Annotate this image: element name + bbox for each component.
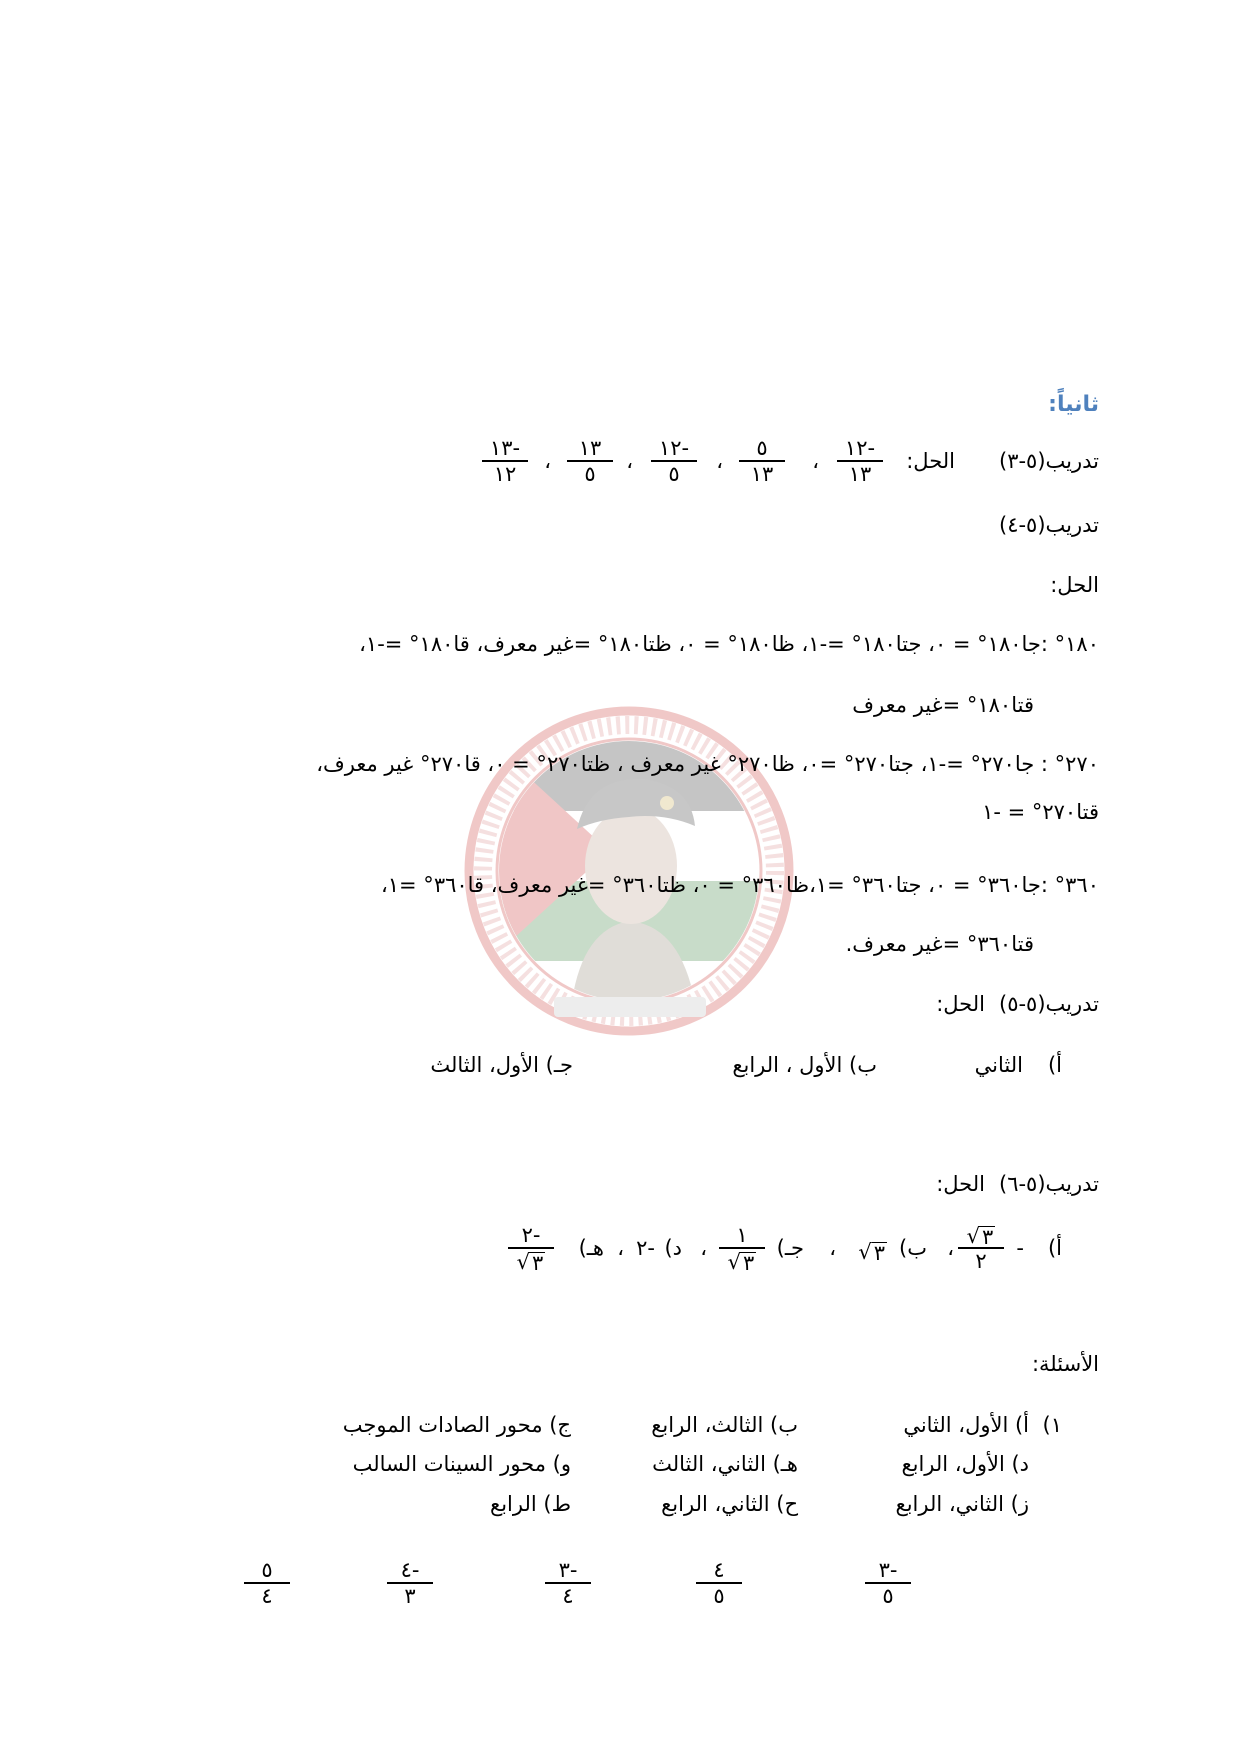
exercise-5-6-solution-label: الحل:: [936, 1172, 985, 1196]
fraction: [482, 436, 528, 486]
fraction-denominator: ٤: [562, 1584, 574, 1608]
fraction: [739, 436, 785, 486]
fraction-numerator: ١٣: [567, 436, 613, 462]
fraction: [958, 1223, 1004, 1273]
question-option: د) الأول، الرابع: [901, 1452, 1029, 1476]
minus-sign: -: [1016, 1236, 1024, 1260]
solution-line-360-csc: قتا٣٦٠° =غير معرف.: [845, 932, 1034, 956]
fraction-denominator: ١٢: [493, 462, 517, 486]
fraction-numerator: ١: [719, 1223, 765, 1249]
radical-sign: √: [966, 1224, 981, 1248]
radicand: ٣: [873, 1241, 885, 1265]
question-option: و) محور السينات السالب: [352, 1452, 571, 1476]
question-option: هـ) الثاني، الثالث: [652, 1452, 798, 1476]
separator: ،: [544, 449, 551, 473]
question-option: ح) الثاني، الرابع: [661, 1492, 798, 1516]
fraction-denominator: [719, 1249, 765, 1273]
answer-key: ب): [849, 1053, 877, 1077]
radicand: ٣: [743, 1251, 755, 1275]
fraction-denominator: ٤: [261, 1584, 273, 1608]
fraction-denominator: ٥: [584, 462, 596, 486]
exercise-5-5-heading: [936, 989, 1099, 1019]
fraction-numerator: ٤: [696, 1558, 742, 1584]
fraction: [545, 1558, 591, 1608]
exercise-5-3-solution-label: الحل:: [906, 449, 955, 473]
radical-sign: √: [858, 1240, 872, 1264]
answer-item: [430, 1050, 573, 1080]
fraction-numerator: -١٣: [482, 436, 528, 462]
solution-line-180: ١٨٠° :جا١٨٠° = ٠، جتا١٨٠° =-١، ظا١٨٠° = ٠، ظتا١٨٠° =غير معرف، قا١٨٠° =-١،: [359, 632, 1099, 656]
question-option: أ) الأول، الثاني: [903, 1413, 1029, 1437]
answer-key: جـ): [776, 1236, 804, 1260]
answer-key: هـ): [578, 1236, 604, 1260]
question-option: ج) محور الصادات الموجب: [342, 1413, 571, 1437]
answer-key: أ): [1047, 1236, 1062, 1260]
separator: ،: [829, 1236, 836, 1260]
square-root: [858, 1241, 887, 1263]
fraction-numerator: ٥: [244, 1558, 290, 1584]
fraction-numerator: -٤: [387, 1558, 433, 1584]
radical-sign: √: [727, 1250, 742, 1274]
fraction-denominator: ٥: [713, 1584, 725, 1608]
fraction: [865, 1558, 911, 1608]
fraction: [508, 1223, 554, 1273]
separator: ،: [947, 1236, 954, 1260]
radicand: ٣: [532, 1251, 544, 1275]
separator: ،: [700, 1236, 707, 1260]
answer-item: [732, 1050, 877, 1080]
fraction-numerator: -١٢: [837, 436, 883, 462]
answer-key: جـ): [545, 1053, 573, 1077]
answer-text: الثاني: [974, 1053, 1023, 1077]
answer-key: أ): [1047, 1053, 1062, 1077]
separator: ،: [617, 1236, 624, 1260]
fraction-denominator: ٣: [404, 1584, 416, 1608]
solution-line-270-csc: قتا٢٧٠° = -١: [982, 800, 1099, 824]
fraction-denominator: ٥: [668, 462, 680, 486]
separator: ،: [812, 449, 819, 473]
fraction: [837, 436, 883, 486]
watermark-portrait: [569, 779, 699, 1031]
fraction-numerator: [958, 1223, 1004, 1249]
question-option: ز) الثاني، الرابع: [895, 1492, 1029, 1516]
separator: ،: [716, 449, 723, 473]
answer-value: [858, 1233, 887, 1263]
fraction: [244, 1558, 290, 1608]
fraction: [651, 436, 697, 486]
exercise-5-6-heading: [936, 1169, 1099, 1199]
answer-value: -٢: [636, 1236, 655, 1260]
fraction: [387, 1558, 433, 1608]
fraction-denominator: ٢: [975, 1249, 987, 1273]
answer-key: ب): [899, 1236, 927, 1260]
square-root: [728, 1251, 757, 1273]
watermark-banner: [554, 997, 706, 1017]
exercise-5-5-solution-label: الحل:: [936, 992, 985, 1016]
solution-line-180-csc: قتا١٨٠° =غير معرف: [852, 693, 1034, 717]
section-heading: ثانياً:: [1048, 392, 1099, 417]
question-option: ط) الرابع: [490, 1492, 571, 1516]
solution-line-270: ٢٧٠° : جا٢٧٠° =-١، جتا٢٧٠° =٠، ظا٢٧٠° غير معرف ، ظتا٢٧٠° = ٠، قا٢٧٠° غير معرف،: [316, 752, 1099, 776]
fraction-numerator: -٣: [865, 1558, 911, 1584]
fraction-denominator: [508, 1249, 554, 1273]
exercise-5-4-solution-label: الحل:: [1050, 573, 1099, 597]
answer-key: د): [664, 1236, 682, 1260]
fraction: [567, 436, 613, 486]
exercise-5-6-label: تدريب(٥-٦): [998, 1172, 1099, 1196]
fraction-denominator: ١٣: [848, 462, 872, 486]
exercise-5-3-label: تدريب(٥-٣): [998, 449, 1099, 473]
radicand: ٣: [982, 1225, 994, 1249]
fraction-numerator: ٥: [739, 436, 785, 462]
fraction: [696, 1558, 742, 1608]
questions-label: الأسئلة:: [1031, 1352, 1099, 1376]
answer-text: الأول ، الرابع: [732, 1053, 843, 1077]
fraction-numerator: -٣: [545, 1558, 591, 1584]
solution-line-360: ٣٦٠° :جا٣٦٠° = ٠، جتا٣٦٠° =١،ظا٣٦٠° = ٠، ظتا٣٦٠° =غير معرف، قا٣٦٠° =١،: [380, 873, 1099, 897]
radical-sign: √: [516, 1250, 531, 1274]
answer-text: الأول، الثالث: [430, 1053, 539, 1077]
exercise-5-4-label: تدريب(٥-٤): [998, 513, 1099, 537]
question-option: ب) الثالث، الرابع: [651, 1413, 798, 1437]
fraction-numerator: -٢: [508, 1223, 554, 1249]
fraction-numerator: -١٢: [651, 436, 697, 462]
fraction-denominator: ١٣: [750, 462, 774, 486]
fraction-denominator: ٥: [882, 1584, 894, 1608]
square-root: [967, 1225, 996, 1247]
exercise-5-5-label: تدريب(٥-٥): [998, 992, 1099, 1016]
square-root: [517, 1251, 546, 1273]
separator: ،: [626, 449, 633, 473]
fraction: [719, 1223, 765, 1273]
question-number: ١): [1042, 1413, 1062, 1437]
